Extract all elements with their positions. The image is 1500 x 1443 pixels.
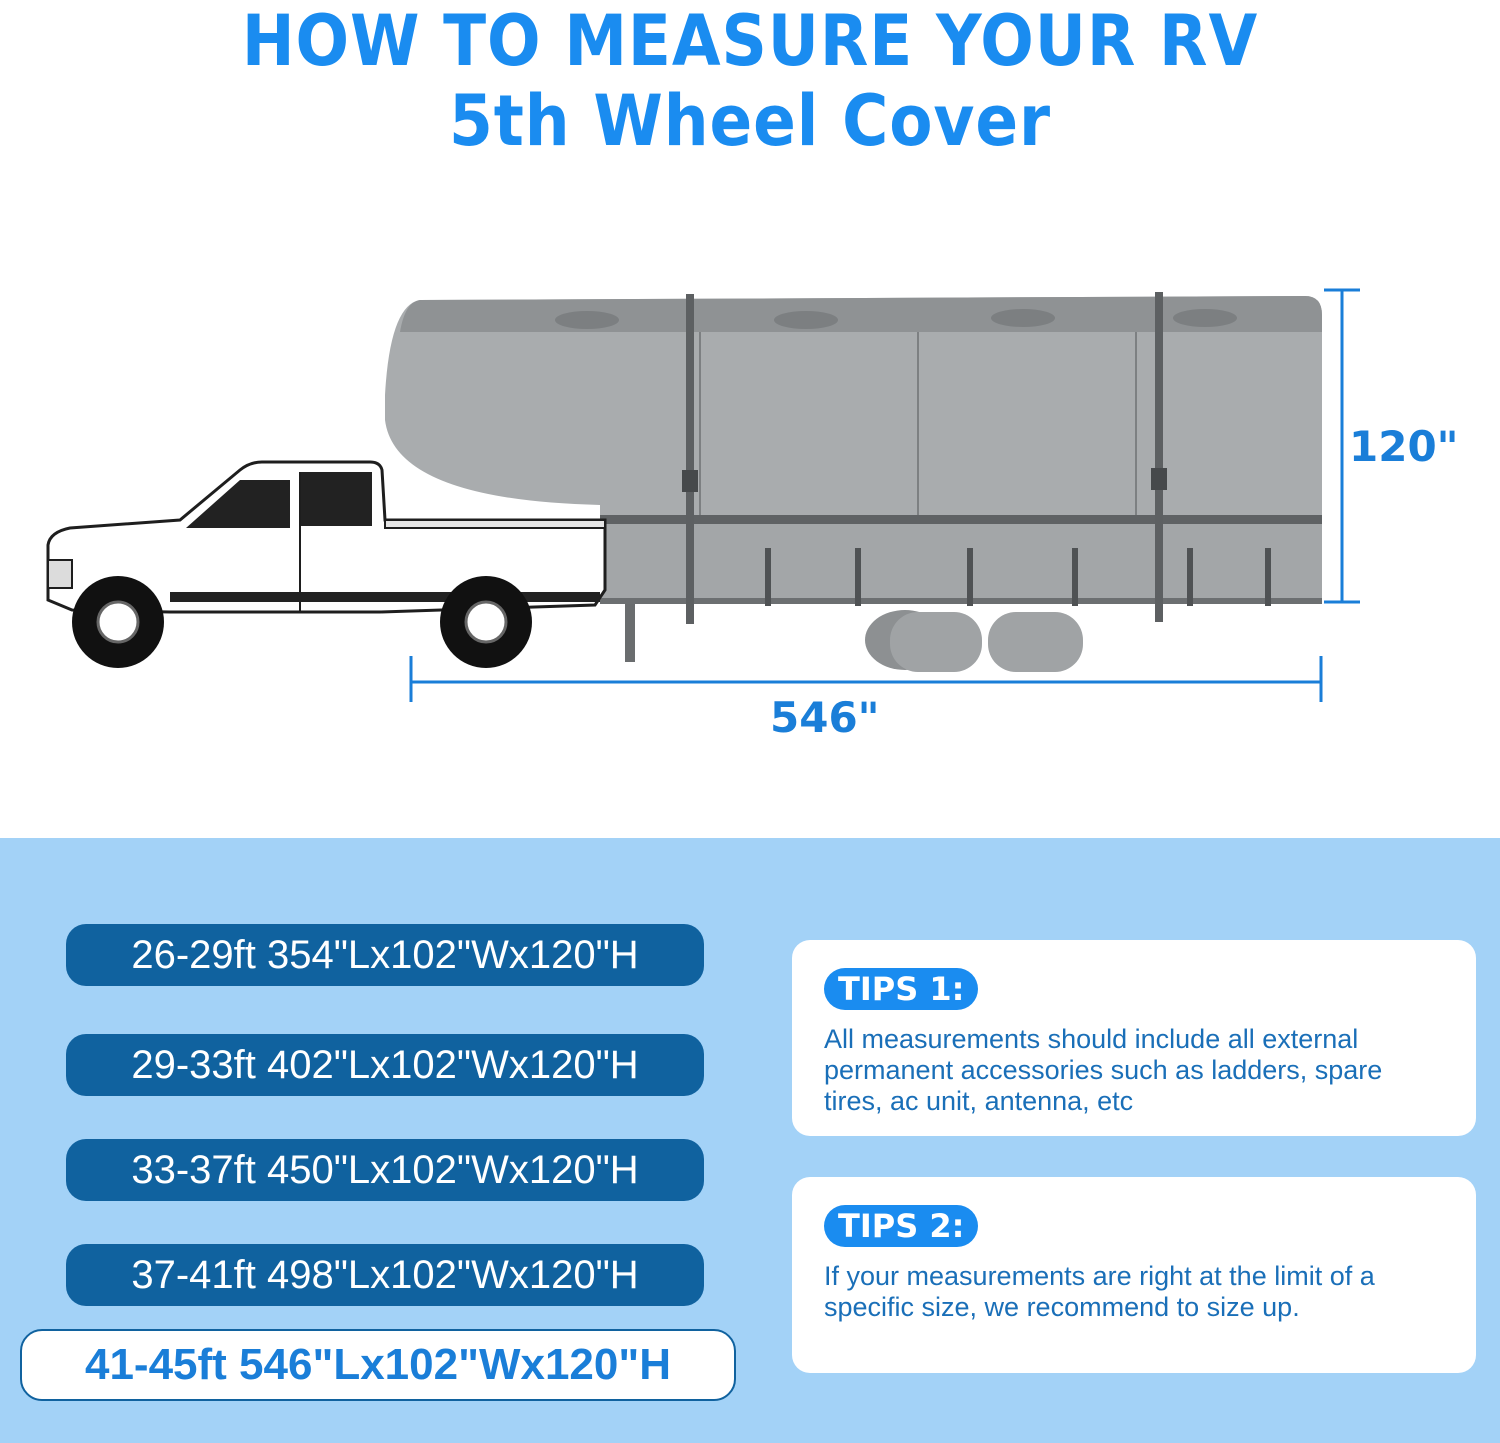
rv-illustration (0, 270, 1500, 750)
tips-text-2: If your measurements are right at the limit of a specific size, we recommend to size up. (824, 1261, 1375, 1322)
size-option: 33-37ft 450"Lx102"Wx120"H (66, 1139, 704, 1201)
tips-card-2 (792, 1177, 1476, 1373)
tips-badge-2: TIPS 2: (824, 1205, 978, 1247)
size-option: 37-41ft 498"Lx102"Wx120"H (66, 1244, 704, 1306)
tips-badge-1: TIPS 1: (824, 968, 978, 1010)
page-subtitle: 5th Wheel Cover (449, 80, 1051, 162)
page-title: HOW TO MEASURE YOUR RV (241, 0, 1259, 82)
size-option: 29-33ft 402"Lx102"Wx120"H (66, 1034, 704, 1096)
tips-card-1 (792, 940, 1476, 1136)
size-option-highlighted: 41-45ft 546"Lx102"Wx120"H (20, 1329, 736, 1401)
tips-text-1: All measurements should include all external permanent accessories such as ladders, spare tires, ac unit, antenna, etc (824, 1024, 1383, 1116)
length-dimension-label: 546" (770, 693, 880, 742)
height-dimension-label: 120" (1349, 422, 1459, 471)
size-option: 26-29ft 354"Lx102"Wx120"H (66, 924, 704, 986)
